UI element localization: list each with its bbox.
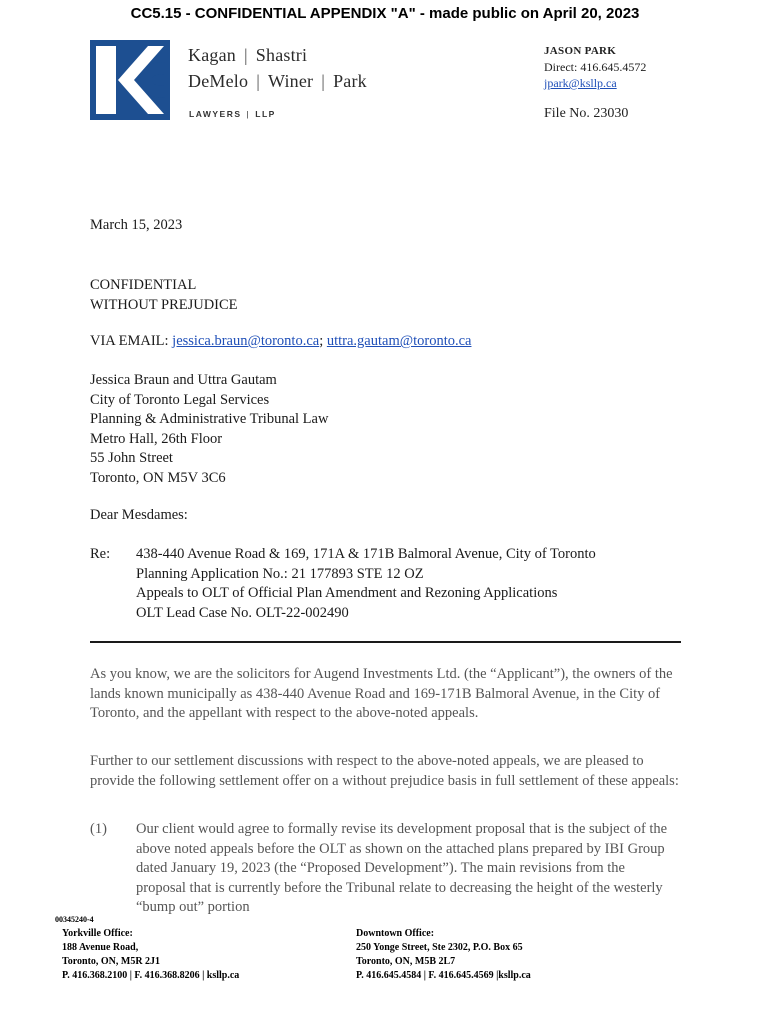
footer-downtown-office: Downtown Office: 250 Yonge Street, Ste 2302, P.O. Box 65 Toronto, ON, M5B 2L7 P. 416.645.4584 | F. 416.645.4569 |ksllp.ca [356, 928, 531, 981]
lawyers-llp-tag: LAWYERS | LLP [189, 109, 276, 119]
recipient-email-link-1[interactable]: jessica.braun@toronto.ca [172, 333, 320, 349]
firm-name-park: Park [333, 71, 367, 91]
recipient-address [90, 371, 328, 488]
numbered-item-1 [90, 820, 680, 918]
address-line: 55 John Street [90, 450, 173, 466]
re-line: Appeals to OLT of Official Plan Amendment and Rezoning Applications [136, 585, 558, 601]
item-number: (1) [90, 821, 107, 837]
re-line: 438-440 Avenue Road & 169, 171A & 171B Balmoral Avenue, City of Toronto [136, 546, 596, 562]
firm-line-1: Kagan | Shastri [188, 45, 308, 65]
confidential-banner: CC5.15 - CONFIDENTIAL APPENDIX "A" - made public on April 20, 2023 [130, 5, 640, 22]
file-number: File No. 23030 [544, 106, 629, 121]
item-text: Our client would agree to formally revise its development proposal that is the subject of the above noted appeals before the OLT as shown on the attached plans prepared by IBI Group dated January 19, 2023 (the “Proposed Development”). The main revisions from the proposal that is currently before the Tribunal relate to decreasing the height of the westerly “bump out” portion [136, 821, 668, 915]
firm-names [188, 42, 367, 94]
firm-name-kagan: Kagan [188, 45, 236, 65]
re-line: Planning Application No.: 21 177893 STE 12 OZ [136, 565, 424, 582]
firm-name-winer: Winer [268, 71, 314, 91]
confidential-notice: CONFIDENTIAL WITHOUT PREJUDICE [90, 277, 238, 313]
address-line: Jessica Braun and Uttra Gautam [90, 372, 277, 388]
address-line: City of Toronto Legal Services [90, 391, 270, 408]
firm-name-shastri: Shastri [255, 45, 308, 65]
firm-line-2: DeMelo | Winer | Park [188, 71, 367, 91]
salutation: Dear Mesdames: [90, 507, 188, 523]
address-line: Toronto, ON M5V 3C6 [90, 469, 226, 486]
re-line: OLT Lead Case No. OLT-22-002490 [136, 604, 349, 621]
body-paragraph-1: As you know, we are the solicitors for Augend Investments Ltd. (the “Applicant”), the owners of the lands known municipally as 438-440 Avenue Road and 169-171B Balmoral Avenue, in the City of Toronto, and the appellant with respect to the above-noted appeals. [90, 666, 673, 721]
horizontal-rule [90, 641, 681, 643]
footer-yorkville-office: Yorkville Office: 188 Avenue Road, Toronto, ON, M5R 2J1 P. 416.368.2100 | F. 416.368.8206 | ksllp.ca [62, 928, 240, 981]
via-email-line: VIA EMAIL: jessica.braun@toronto.ca; uttra.gautam@toronto.ca [90, 333, 472, 349]
recipient-email-link-2[interactable]: uttra.gautam@toronto.ca [326, 333, 472, 349]
address-line: Metro Hall, 26th Floor [90, 430, 223, 447]
re-block [90, 545, 596, 623]
document-number: 00345240-4 [55, 915, 94, 924]
firm-logo [90, 40, 170, 120]
sender-contact [544, 43, 646, 91]
sender-direct-phone: Direct: 416.645.4572 [544, 60, 647, 74]
via-email-label: VIA EMAIL: [90, 333, 169, 349]
letter-date: March 15, 2023 [90, 217, 183, 233]
sender-name: JASON PARK [544, 45, 617, 57]
logo-bar [96, 46, 116, 114]
firm-name-demelo: DeMelo [188, 71, 249, 91]
re-label: Re: [90, 546, 111, 562]
re-lines [136, 545, 596, 623]
body-paragraph-2: Further to our settlement discussions with respect to the above-noted appeals, we are pleased to provide the following settlement offer on a without prejudice basis in full settlement of these appeals: [90, 753, 679, 789]
address-line: Planning & Administrative Tribunal Law [90, 411, 329, 427]
sender-email-link[interactable]: jpark@ksllp.ca [544, 76, 617, 90]
